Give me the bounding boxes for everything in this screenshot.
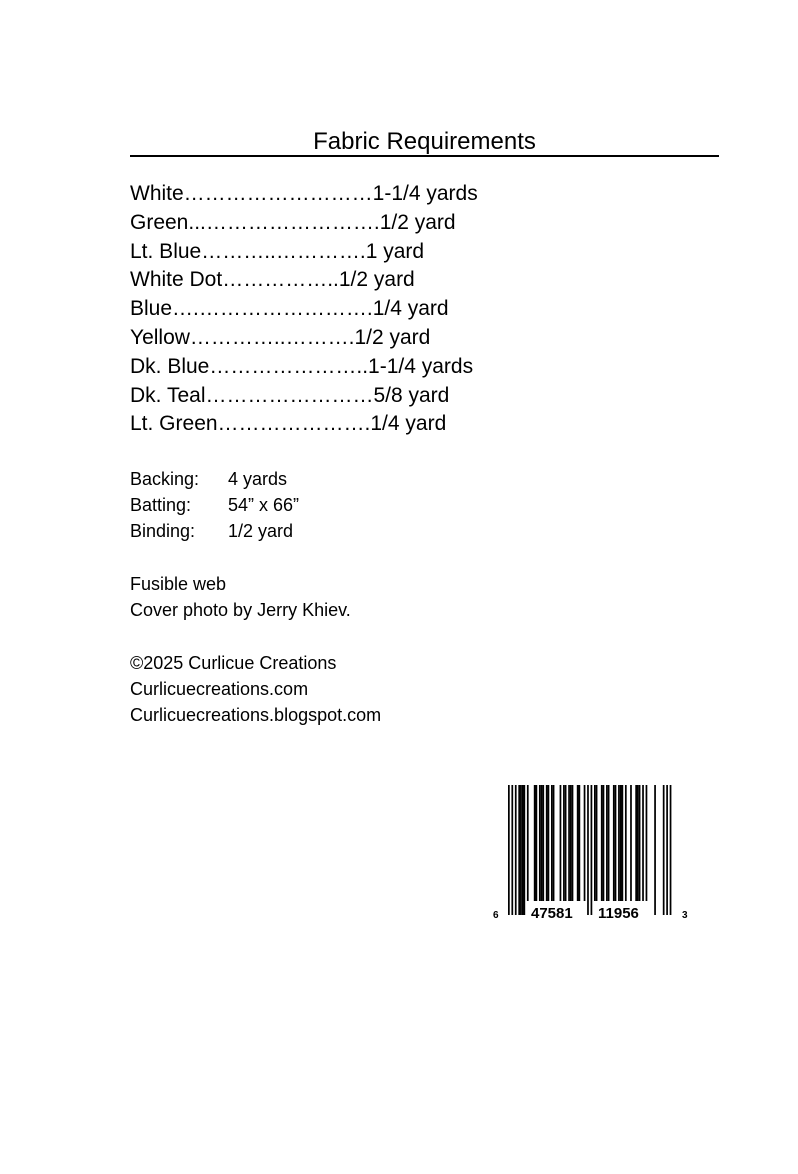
barcode-bar bbox=[601, 785, 603, 901]
barcode-bar bbox=[522, 785, 524, 915]
barcode-bar bbox=[560, 785, 562, 901]
fabric-item: White………………………1-1/4 yards bbox=[130, 182, 478, 205]
barcode-bar bbox=[594, 785, 596, 901]
barcode-bar bbox=[527, 785, 529, 901]
photo-credit: Cover photo by Jerry Khiev. bbox=[130, 600, 351, 620]
barcode-bar bbox=[608, 785, 610, 901]
barcode-lead-digit: 6 bbox=[493, 910, 499, 921]
fabric-item: Dk. Blue…………………..1-1/4 yards bbox=[130, 354, 474, 378]
barcode-bar bbox=[508, 785, 510, 915]
barcode-bar bbox=[637, 785, 639, 901]
barcode-bar bbox=[654, 785, 656, 915]
barcode-bar bbox=[635, 785, 637, 901]
barcode-bar bbox=[565, 785, 567, 901]
barcode-bar bbox=[666, 785, 668, 915]
barcode-bar bbox=[639, 785, 641, 901]
barcode-bar bbox=[620, 785, 622, 901]
barcode-bar bbox=[663, 785, 665, 915]
barcode-bar bbox=[553, 785, 555, 901]
notion-value: 1/2 yard bbox=[228, 521, 294, 541]
barcode-bar bbox=[579, 785, 581, 901]
fabric-item: White Dot……………..1/2 yard bbox=[130, 268, 415, 292]
barcode-bar bbox=[536, 785, 538, 901]
barcode-bar bbox=[572, 785, 574, 901]
barcode-graphic bbox=[490, 785, 690, 925]
blog-url: Curlicuecreations.blogspot.com bbox=[130, 705, 382, 725]
page-title: Fabric Requirements bbox=[313, 128, 536, 155]
fabric-item: Yellow…………..……….1/2 yard bbox=[130, 325, 431, 349]
barcode-bar bbox=[615, 785, 617, 901]
barcode-bar bbox=[591, 785, 593, 915]
notion-value: 54” x 66” bbox=[228, 495, 300, 515]
barcode-bar bbox=[570, 785, 572, 901]
fabric-requirements-list bbox=[130, 180, 478, 439]
barcode-bar bbox=[563, 785, 565, 901]
notion-batting bbox=[130, 492, 299, 518]
barcode-bar bbox=[670, 785, 672, 915]
upc-barcode bbox=[490, 785, 690, 925]
barcode-bar bbox=[539, 785, 541, 901]
fusible-web-note: Fusible web bbox=[130, 574, 227, 594]
barcode-bar bbox=[584, 785, 586, 901]
fabric-item: Lt. Blue………..………….1 yard bbox=[130, 239, 425, 263]
barcode-bar bbox=[520, 785, 522, 915]
barcode-bar bbox=[523, 785, 525, 915]
barcode-bar bbox=[613, 785, 615, 901]
fabric-item: Green...…………………….1/2 yard bbox=[130, 210, 456, 234]
barcode-bar bbox=[618, 785, 620, 901]
barcode-bar bbox=[577, 785, 579, 901]
barcode-bar bbox=[642, 785, 644, 901]
barcode-bar bbox=[603, 785, 605, 901]
barcode-check-digit: 3 bbox=[682, 910, 688, 921]
barcode-bar bbox=[511, 785, 513, 915]
barcode-bar bbox=[541, 785, 543, 901]
website-url: Curlicuecreations.com bbox=[130, 679, 309, 699]
barcode-bar bbox=[551, 785, 553, 901]
notions-list bbox=[130, 466, 299, 544]
notion-value: 4 yards bbox=[228, 469, 288, 489]
barcode-bar bbox=[606, 785, 608, 901]
barcode-bar bbox=[515, 785, 517, 915]
barcode-left-digits: 47581 bbox=[531, 905, 573, 922]
barcode-bar bbox=[625, 785, 627, 901]
barcode-bar bbox=[568, 785, 570, 901]
copyright-line: ©2025 Curlicue Creations bbox=[130, 653, 337, 673]
barcode-bar bbox=[518, 785, 520, 915]
barcode-bar bbox=[542, 785, 544, 901]
notion-backing bbox=[130, 466, 299, 492]
fabric-item: Dk. Teal……………………5/8 yard bbox=[130, 383, 450, 407]
fabric-item: Blue….…………………….1/4 yard bbox=[130, 297, 449, 321]
barcode-bar bbox=[630, 785, 632, 901]
barcode-bar bbox=[596, 785, 598, 901]
barcode-bar bbox=[534, 785, 536, 901]
fabric-item: Lt. Green………………….1/4 yard bbox=[130, 412, 447, 436]
copyright-block bbox=[130, 650, 381, 728]
barcode-bar bbox=[646, 785, 648, 901]
barcode-bar bbox=[546, 785, 548, 901]
barcode-bar bbox=[622, 785, 624, 901]
notion-label: Backing: bbox=[130, 469, 200, 489]
barcode-right-digits: 11956 bbox=[598, 905, 639, 922]
notion-label: Binding: bbox=[130, 521, 196, 541]
notion-binding bbox=[130, 518, 299, 544]
barcode-bar bbox=[587, 785, 589, 915]
title-underline bbox=[130, 155, 719, 157]
notion-label: Batting: bbox=[130, 495, 192, 515]
misc-notes bbox=[130, 571, 351, 623]
barcode-bar bbox=[548, 785, 550, 901]
